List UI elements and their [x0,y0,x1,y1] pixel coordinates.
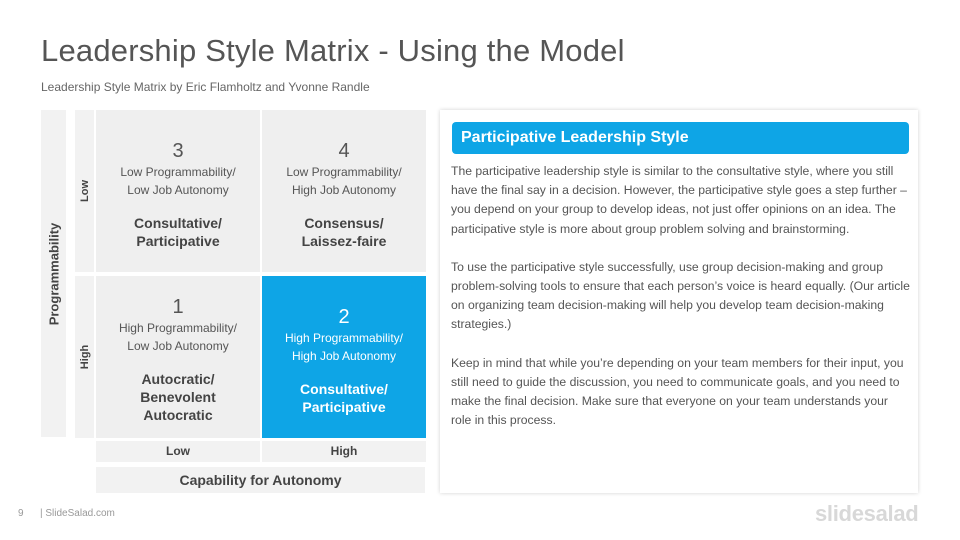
cell-style-line2: Participative [302,399,386,415]
cell-style-line1: Consultative/ [300,381,388,397]
cell-number: 4 [338,140,350,162]
cell-number: 1 [172,296,184,318]
slide-subtitle: Leadership Style Matrix by Eric Flamholtz and Yvonne Randle [41,80,370,94]
col-label-low: Low [96,441,260,462]
row-label-high [75,276,94,438]
cell-style-name [262,380,426,416]
cell-style-name [262,214,426,250]
programmability-axis-text: Programmability [46,222,61,325]
cell-desc-line1: High Programmability/ [118,321,238,335]
slide-title: Leadership Style Matrix - Using the Model [41,33,625,68]
programmability-axis-label [41,110,66,437]
matrix-cell-3 [96,110,260,272]
cell-style-line1: Consensus/ [304,215,384,231]
cell-desc-line1: Low Programmability/ [120,165,236,179]
cell-number: 3 [172,140,184,162]
panel-paragraph-1: The participative leadership style is similar to the consultative style, where you still have the final say in a decision. However, the participative style goes a step further – you depend on your group to develop ideas, not just offer opinions on an idea. The participative style is more about group problem solving and brainstorming. [451,164,907,236]
cell-desc-line2: High Job Autonomy [291,183,397,197]
matrix-cell-2 [262,276,426,438]
matrix-cell-4 [262,110,426,272]
row-label-high-text: High [78,344,91,370]
page-number: 9 [18,508,24,519]
panel-body [451,162,911,449]
matrix-cell-1 [96,276,260,438]
panel-paragraph-2: To use the participative style successfully, use group decision-making and group problem-solving tools to ensure that each person’s voice is heard equally. (Our article on organizing team decision-making will help you develop team decision-making strategies.) [451,259,910,332]
panel-heading: Participative Leadership Style [452,122,909,154]
panel-paragraph-3: Keep in mind that while you’re depending on your team members for their input, you still need to guide the discussion, you need to communicate goals, and you need to make the final decision. Make sure that everyone on your team understands your role in this process. [451,355,904,428]
cell-style-line2: Participative [136,233,220,249]
cell-style-line2: Laissez-faire [301,233,387,249]
footer-site-link[interactable]: | SlideSalad.com [40,508,115,519]
cell-style-line2: Benevolent [140,389,216,405]
description-panel [440,110,918,493]
col-label-high: High [262,441,426,462]
cell-style-name [96,370,260,424]
cell-desc-line2: Low Job Autonomy [127,183,229,197]
cell-style-line1: Autocratic/ [141,371,215,387]
cell-style-line3: Autocratic [143,407,213,423]
row-label-low [75,110,94,272]
cell-number: 2 [338,306,350,328]
cell-desc-line1: Low Programmability/ [286,165,402,179]
cell-style-line1: Consultative/ [134,215,222,231]
cell-desc-line2: High Job Autonomy [291,349,397,363]
row-label-low-text: Low [78,180,91,202]
cell-desc-line1: High Programmability/ [284,331,404,345]
cell-style-name [96,214,260,250]
slidesalad-logo: slidesalad [815,501,919,526]
capability-axis-label: Capability for Autonomy [96,467,425,493]
cell-desc-line2: Low Job Autonomy [127,339,229,353]
